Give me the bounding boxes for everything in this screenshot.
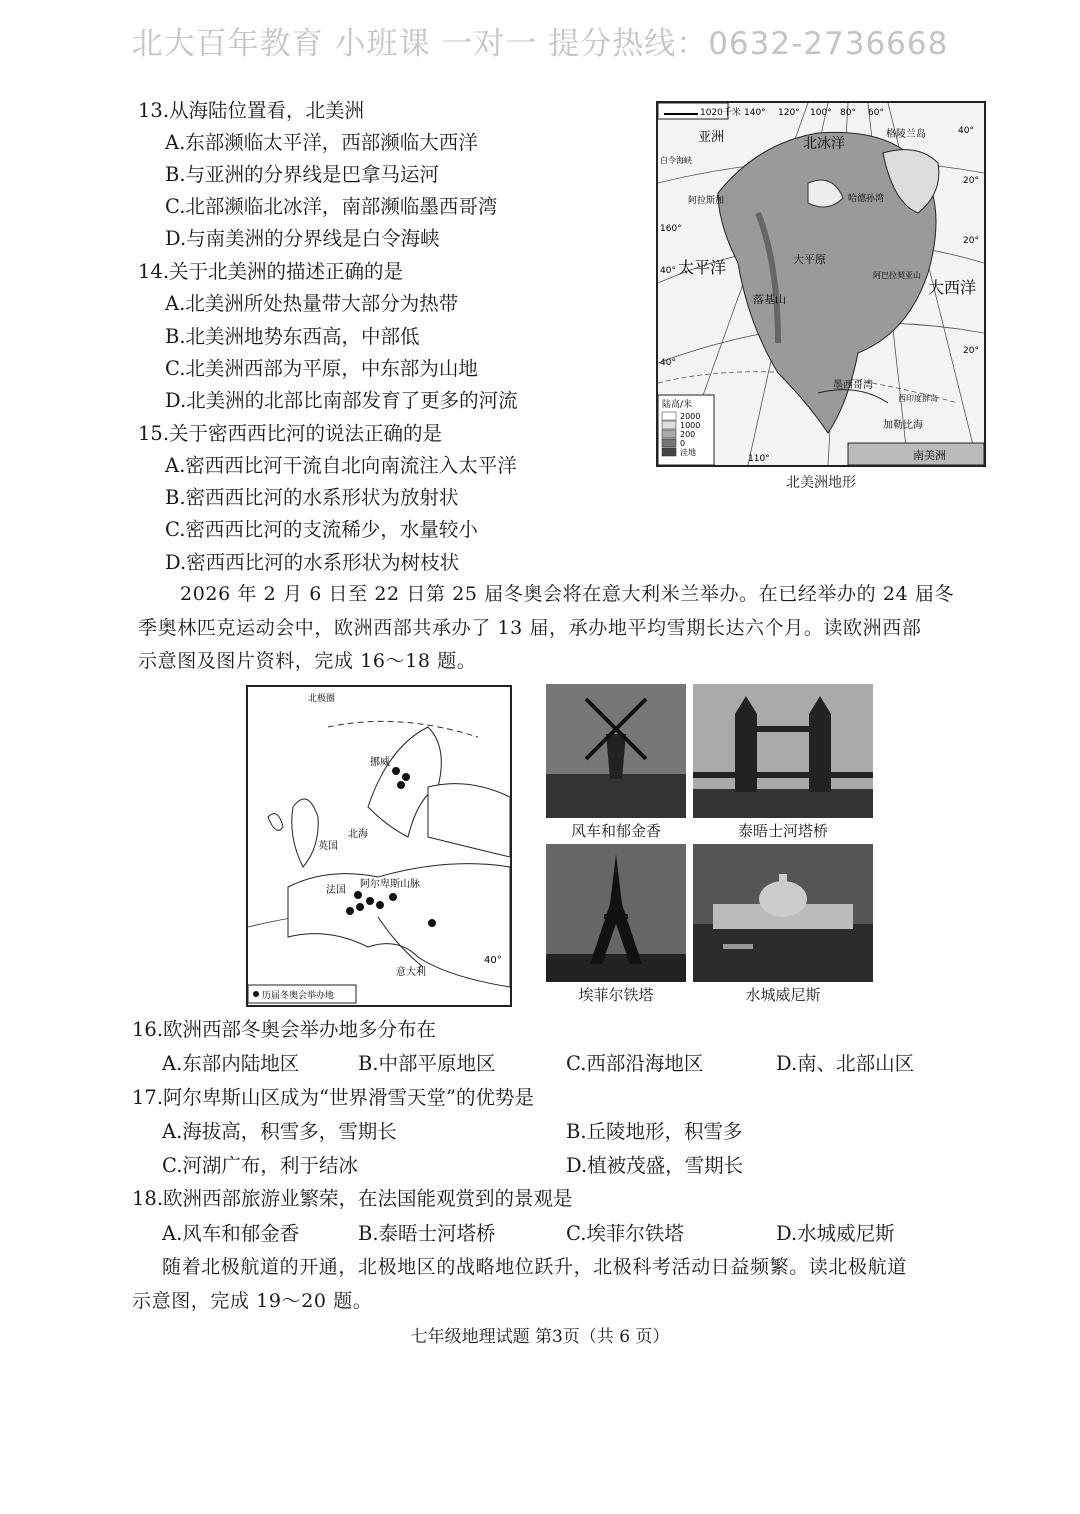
west-europe-map-graphic (248, 687, 510, 1005)
na-label-caribbean: 加勒比海 (883, 420, 923, 431)
eu-legend-label: 历届冬奥会举办地 (262, 991, 335, 1001)
tower-bridge-icon (693, 684, 873, 818)
venice-photo (693, 844, 873, 982)
question-16-stem: 16.欧洲西部冬奥会举办地多分布在 (132, 1018, 437, 1041)
eiffel-tower-photo (546, 844, 686, 982)
na-legend-level-5: 洼地 (680, 448, 696, 457)
q18-option-c: C.埃菲尔铁塔 (566, 1222, 684, 1245)
q15-option-a: A.密西西比河干流自北向南流注入太平洋 (165, 454, 517, 477)
venice-caption: 水城威尼斯 (745, 986, 821, 1004)
question-18-stem: 18.欧洲西部旅游业繁荣，在法国能观赏到的景观是 (132, 1187, 573, 1210)
na-degree-2: 120° (778, 108, 800, 118)
question-14-stem: 14.关于北美洲的描述正确的是 (138, 260, 404, 283)
intro-19-20-line2: 示意图，完成 19～20 题。 (132, 1290, 373, 1312)
q15-option-c: C.密西西比河的支流稀少，水量较小 (165, 518, 478, 541)
na-degree-13: 110° (748, 454, 770, 464)
eu-label-france: 法国 (326, 885, 346, 896)
na-degree-4: 80° (840, 108, 856, 118)
intro-16-18-line2: 季奥林匹克运动会中，欧洲西部共承办了 13 届，承办地平均雪期长达六个月。读欧洲西部 (138, 617, 922, 639)
windmill-caption: 风车和郁金香 (570, 822, 661, 840)
na-label-appalachian: 阿巴拉契亚山 (873, 271, 921, 280)
west-europe-map (246, 685, 512, 1007)
eu-label-arctic-circle: 北极圈 (308, 694, 336, 704)
north-america-map-graphic (658, 103, 984, 465)
na-label-greenland: 格陵兰岛 (886, 129, 926, 140)
eu-lat-label: 40° (484, 955, 502, 966)
q18-option-b: B.泰晤士河塔桥 (358, 1222, 496, 1245)
page-footer: 七年级地理试题 第3页（共 6 页） (410, 1327, 670, 1347)
q15-option-b: B.密西西比河的水系形状为放射状 (165, 486, 459, 509)
na-legend (658, 395, 714, 465)
na-degree-10: 20° (963, 236, 979, 246)
na-degree-8: 160° (660, 224, 682, 234)
tower-bridge-caption: 泰晤士河塔桥 (737, 822, 828, 840)
eu-label-uk: 英国 (318, 841, 338, 852)
venice-icon (693, 844, 873, 982)
eu-label-north-sea: 北海 (348, 829, 368, 840)
na-label-gulf-mexico: 墨西哥湾 (833, 380, 873, 391)
question-15-stem: 15.关于密西西比河的说法正确的是 (138, 422, 443, 445)
eiffel-tower-caption: 埃菲尔铁塔 (578, 986, 654, 1004)
intro-16-18-line3: 示意图及图片资料，完成 16～18 题。 (138, 650, 477, 672)
na-label-atlantic: 大西洋 (928, 278, 977, 297)
na-legend-title: 陆高/米 (662, 400, 693, 410)
q18-option-a: A.风车和郁金香 (162, 1222, 300, 1245)
q14-option-c: C.北美洲西部为平原，中东部为山地 (165, 357, 478, 380)
q14-option-b: B.北美洲地势东西高，中部低 (165, 325, 420, 348)
windmill-icon (546, 684, 686, 818)
q16-option-b: B.中部平原地区 (358, 1052, 496, 1075)
na-label-pacific: 太平洋 (678, 258, 727, 277)
na-degree-7: 20° (963, 176, 979, 186)
q13-option-a: A.东部濒临太平洋，西部濒临大西洋 (165, 131, 478, 154)
q18-option-d: D.水城威尼斯 (776, 1222, 895, 1245)
q17-option-c: C.河湖广布，利于结冰 (162, 1154, 358, 1177)
na-label-rocky: 落基山 (753, 293, 786, 306)
na-label-south-america: 南美洲 (913, 449, 946, 462)
north-america-map-caption: 北美洲地形 (786, 475, 856, 491)
q17-option-d: D.植被茂盛，雪期长 (566, 1154, 744, 1177)
na-label-alaska: 阿拉斯加 (688, 196, 725, 206)
na-degree-1: 140° (744, 108, 766, 118)
na-legend-level-2: 1000 (680, 421, 701, 430)
q13-option-d: D.与南美洲的分界线是白令海峡 (165, 227, 440, 250)
na-label-bering: 白令海峡 (660, 156, 692, 165)
na-label-arctic-ocean: 北冰洋 (803, 136, 845, 152)
na-scale-label: 1020千米 (700, 108, 741, 118)
na-degree-9: 40° (660, 266, 676, 276)
question-13-stem: 13.从海陆位置看，北美洲 (138, 99, 365, 122)
q16-option-a: A.东部内陆地区 (162, 1052, 300, 1075)
na-label-west-indies: 西印度群岛 (898, 394, 938, 403)
q13-option-b: B.与亚洲的分界线是巴拿马运河 (165, 163, 440, 186)
na-degree-6: 40° (958, 126, 974, 136)
tower-bridge-photo (693, 684, 873, 818)
q16-option-d: D.南、北部山区 (776, 1052, 915, 1075)
q13-option-c: C.北部濒临北冰洋，南部濒临墨西哥湾 (165, 195, 498, 218)
windmill-photo (546, 684, 686, 818)
q17-option-b: B.丘陵地形，积雪多 (566, 1120, 743, 1143)
na-label-hudson: 哈德孙湾 (848, 194, 885, 204)
na-legend-level-3: 200 (680, 430, 696, 439)
na-degree-3: 100° (810, 108, 832, 118)
eu-label-italy: 意大利 (396, 967, 426, 978)
eiffel-tower-icon (546, 844, 686, 982)
na-degree-12: 20° (963, 346, 979, 356)
na-degree-11: 40° (660, 358, 676, 368)
eu-label-alps: 阿尔卑斯山脉 (360, 879, 420, 890)
q17-option-a: A.海拔高，积雪多，雪期长 (162, 1120, 397, 1143)
na-label-asia: 亚洲 (698, 130, 725, 145)
north-america-map (656, 101, 986, 467)
intro-19-20-line1: 随着北极航道的开通，北极地区的战略地位跃升，北极科考活动日益频繁。读北极航道 (162, 1256, 907, 1278)
q14-option-a: A.北美洲所处热量带大部分为热带 (165, 292, 459, 315)
na-legend-level-1: 2000 (680, 412, 701, 421)
eu-label-norway: 挪威 (370, 757, 390, 768)
q14-option-d: D.北美洲的北部比南部发育了更多的河流 (165, 389, 518, 412)
na-legend-level-4: 0 (680, 439, 686, 448)
q15-option-d: D.密西西比河的水系形状为树枝状 (165, 551, 460, 574)
na-label-great-plains: 大平原 (793, 253, 826, 266)
watermark: 北大百年教育 小班课 一对一 提分热线：0632-2736668 (131, 26, 949, 62)
question-17-stem: 17.阿尔卑斯山区成为“世界滑雪天堂”的优势是 (132, 1086, 534, 1109)
na-degree-5: 60° (868, 108, 884, 118)
q16-option-c: C.西部沿海地区 (566, 1052, 704, 1075)
intro-16-18-line1: 2026 年 2 月 6 日至 22 日第 25 届冬奥会将在意大利米兰举办。在已经举办的 24 届冬 (180, 583, 955, 605)
